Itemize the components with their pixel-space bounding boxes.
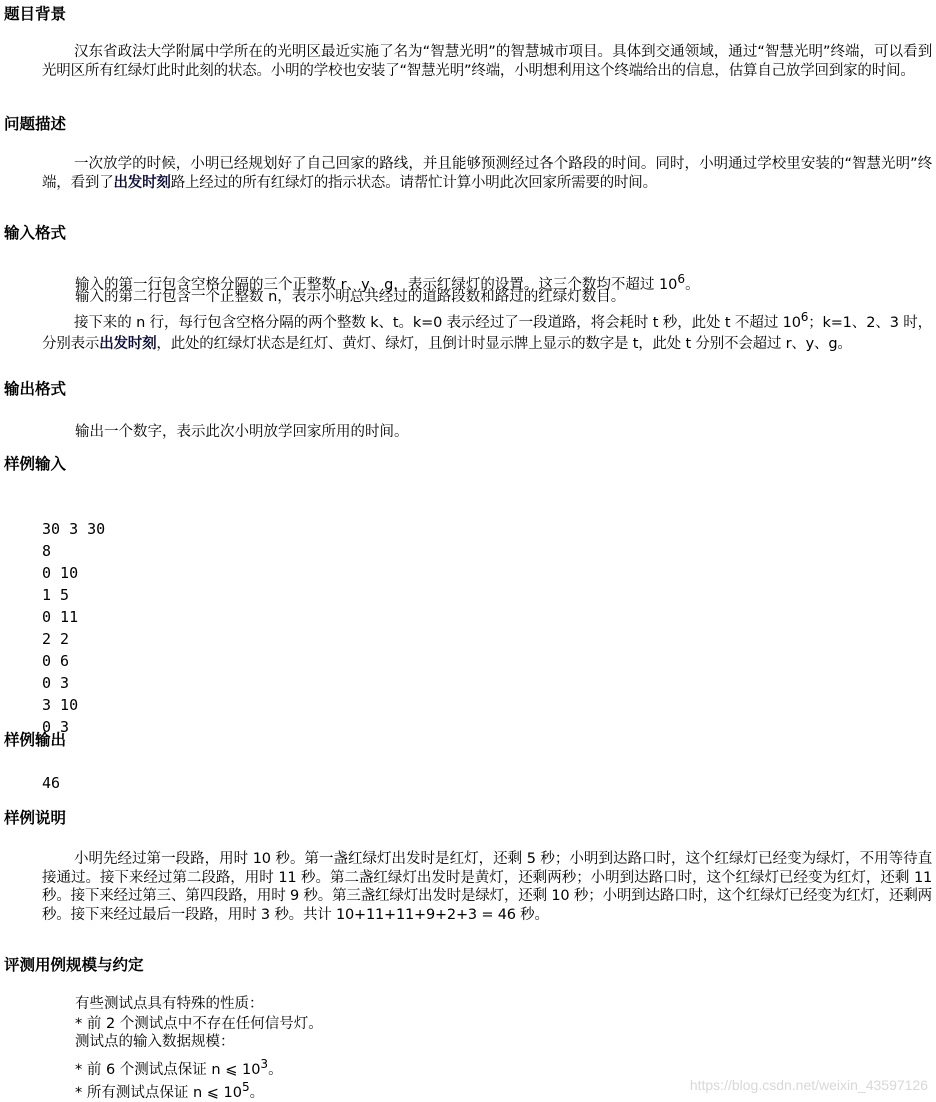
watermark: https://blog.csdn.net/weixin_43597126 (689, 1077, 928, 1093)
sample-input-block (42, 496, 105, 760)
sample-output-value: 46 (42, 774, 61, 792)
c-l5: * 所有测试点保证 n ⩽ 10 (75, 1084, 242, 1101)
constraints-line2: * 前 2 个测试点中不存在任何信号灯。 (75, 1016, 323, 1032)
constraints-line3: 测试点的输入数据规模： (75, 1034, 235, 1050)
heading-output-format: 输出格式 (4, 380, 67, 398)
sample-input-line: 30 3 30 (42, 520, 106, 538)
description-text (42, 155, 932, 192)
c-l5-sup: 5 (241, 1080, 250, 1094)
if-l1-sup: 6 (677, 272, 686, 286)
heading-explanation: 样例说明 (4, 809, 67, 827)
c-l4-end: 。 (268, 1061, 283, 1078)
heading-sample-output: 样例输出 (4, 731, 67, 749)
sample-input-line: 3 10 (42, 696, 79, 714)
if-l3b: ；k=1、2、3 时，分别表示 (42, 314, 932, 352)
explanation-text: 小明先经过第一段路，用时 10 秒。第一盏红绿灯出发时是红灯，还剩 5 秒；小明到达路口时，这个红绿灯已经变为绿灯，不用等待直接通过。接下来经过第二段路，用时 11 秒。第二盏红绿灯出发时是黄灯，还剩两秒；小明到达路口时，这个红绿灯已经变为红灯，还剩 11 秒。接下来经过第三、第四段路，用时 9 秒。第三盏红绿灯出发时是绿灯，还剩 10 秒；小明到达路口时，这个红绿灯已经变为红灯，还剩两秒。接下来经过最后一段路，用时 3 秒。共计 10+11+11+9+2+3 = 46 秒。 (42, 851, 932, 923)
sample-input-line: 0 3 (42, 674, 70, 692)
background-text: 汉东省政法大学附属中学所在的光明区最近实施了名为“智慧光明”的智慧城市项目。具体到交通领域，通过“智慧光明”终端，可以看到光明区所有红绿灯此时此刻的状态。小明的学校也安装了“智慧光明”终端，小明想利用这个终端给出的信息，估算自己放学回到家的时间。 (42, 44, 932, 79)
constraints-line1: 有些测试点具有特殊的性质： (75, 996, 264, 1012)
if-l3a: 接下来的 n 行，每行包含空格分隔的两个整数 k、t。k=0 表示经过了一段道路，将会耗时 t 秒，此处 t 不超过 10 (74, 314, 801, 331)
output-format-text: 输出一个数字，表示此次小明放学回家所用的时间。 (75, 424, 409, 440)
heading-background: 题目背景 (4, 5, 67, 23)
heading-description: 问题描述 (4, 115, 67, 133)
if-l1-end: 。 (685, 276, 700, 293)
input-format-line2: 输入的第二行包含一个正整数 n，表示小明总共经过的道路段数和路过的红绿灯数目。 (75, 289, 626, 305)
if-l1: 输入的第一行包含空格分隔的三个正整数 r、y、g，表示红绿灯的设置。这三个数均不超过 10 (75, 276, 678, 293)
heading-sample-input: 样例输入 (4, 455, 67, 473)
if-l3-bold: 出发时刻 (99, 335, 157, 352)
heading-constraints: 评测用例规模与约定 (4, 956, 144, 974)
sample-input-line: 0 6 (42, 652, 70, 670)
input-format-line3 (42, 307, 932, 355)
sample-input-line: 8 (42, 542, 52, 560)
c-l4: * 前 6 个测试点保证 n ⩽ 10 (75, 1061, 261, 1078)
sample-input-line: 1 5 (42, 586, 70, 604)
if-l3-sup: 6 (800, 310, 809, 324)
sample-input-line: 0 10 (42, 564, 79, 582)
description-text-b: 路上经过的所有红绿灯的指示状态。请帮忙计算小明此次回家所需要的时间。 (170, 174, 657, 191)
sample-input-line: 0 11 (42, 608, 79, 626)
if-l3c: ，此处的红绿灯状态是红灯、黄灯、绿灯，且倒计时显示牌上显示的数字是 t，此处 t 分别不会超过 r、y、g。 (156, 335, 852, 352)
c-l4-sup: 3 (260, 1057, 269, 1071)
description-bold: 出发时刻 (113, 174, 171, 191)
c-l5-end: 。 (249, 1084, 265, 1101)
constraints-line4 (75, 1055, 935, 1079)
sample-input-line: 2 2 (42, 630, 70, 648)
description-text-a: 一次放学的时候，小明已经规划好了自己回家的路线，并且能够预测经过各个路段的时间。同时，小明通过学校里安装的“智慧光明”终端，看到了 (42, 156, 932, 191)
heading-input-format: 输入格式 (4, 224, 67, 242)
sample-input-line: 0 3 (42, 718, 70, 736)
